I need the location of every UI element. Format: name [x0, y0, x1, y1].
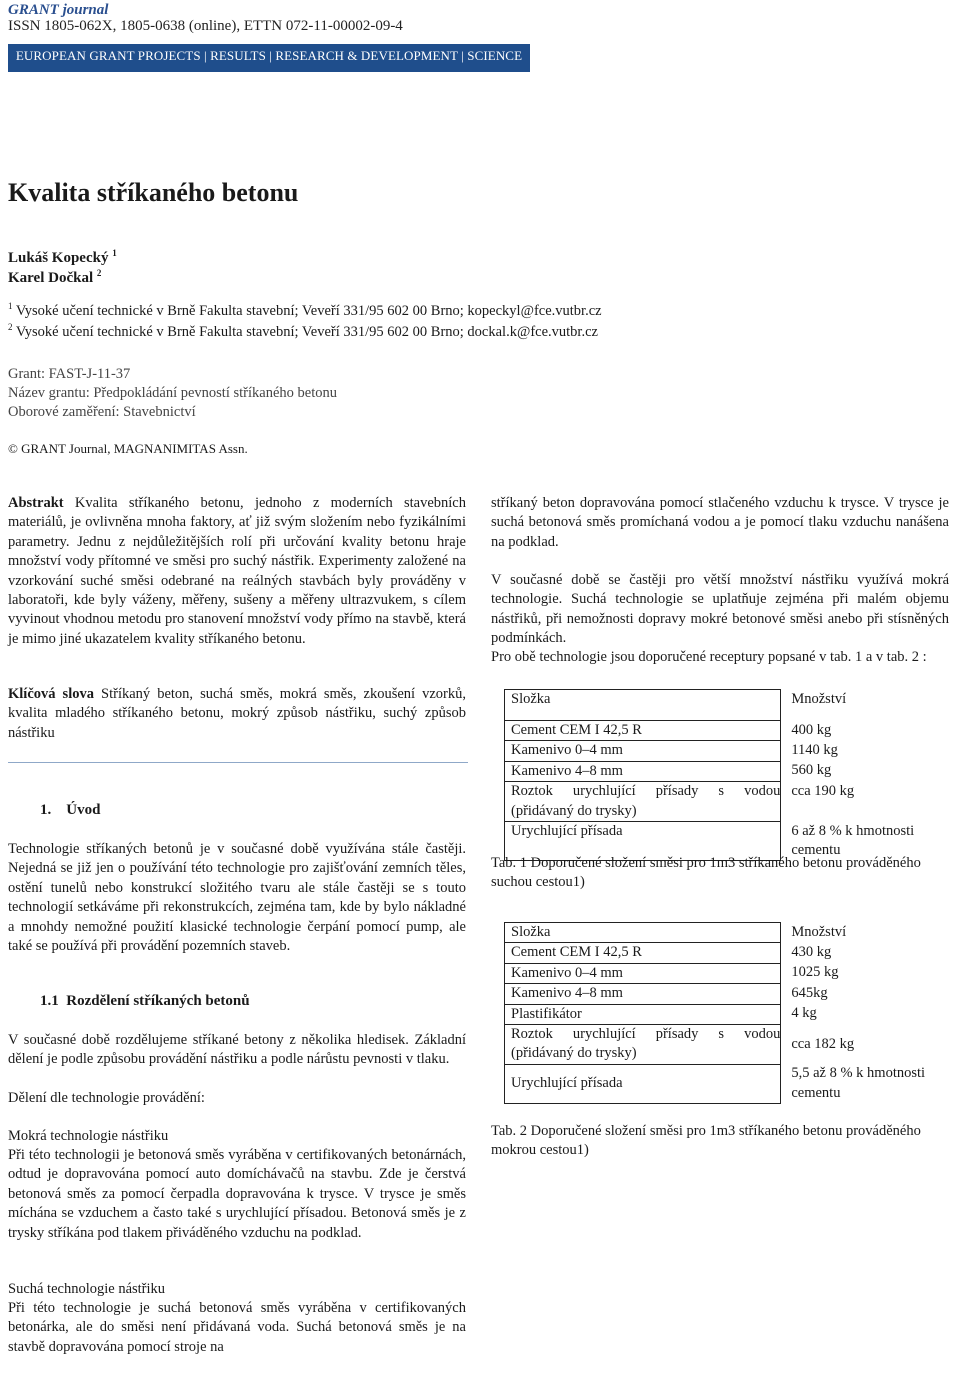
- table-cell: 4 kg: [791, 1005, 817, 1022]
- journal-issn: ISSN 1805-062X, 1805-0638 (online), ETTN 072-11-00002-09-4: [8, 18, 403, 34]
- table-row: [505, 761, 960, 781]
- recipe-table-wet: [504, 922, 960, 1104]
- dry-text: Při této technologie je suchá betonová směs vyráběna v certifikovaných betonárka, ale do směsi není přidávaná voda. Suchá betonová směs je na stavbě dopravována pomocí stroje na: [8, 1300, 466, 1355]
- section-heading-1-1: 1.1 Rozdělení stříkaných betonů: [40, 993, 250, 1009]
- affiliation-2: [8, 324, 598, 341]
- table-cell: 5,5 až 8 % k hmotnosti cementu: [791, 1065, 926, 1101]
- section-divider: [8, 762, 468, 763]
- table-row: [505, 984, 960, 1004]
- table-cell: Roztok urychlující přísady s vodou (přidávaný do trysky): [505, 782, 781, 822]
- grant-name: Název grantu: Předpokládání pevností stříkaného betonu: [8, 385, 337, 401]
- author-1: [8, 250, 117, 267]
- table-cell: Cement CEM I 42,5 R: [505, 943, 781, 963]
- copyright: © GRANT Journal, MAGNANIMITAS Assn.: [8, 441, 248, 456]
- table-header-row: [505, 923, 960, 943]
- table-cell: 560 kg: [791, 762, 832, 779]
- journal-banner-text: EUROPEAN GRANT PROJECTS | RESULTS | RESEARCH & DEVELOPMENT | SCIENCE: [15, 48, 523, 63]
- table-cell: Plastifikátor: [505, 1004, 781, 1024]
- table-row: [505, 782, 960, 822]
- table-cell: Cement CEM I 42,5 R: [505, 721, 781, 741]
- table-row: [505, 721, 960, 741]
- section-1-1-text: V současné době rozdělujeme stříkané betony z několika hledisek. Základní dělení je podle způsobu provádění nástřiku a podle nárůstu pevnosti v tlaku.: [8, 1032, 466, 1068]
- table-row: [505, 963, 960, 983]
- table-cell: Kamenivo 0–4 mm: [505, 741, 781, 761]
- table-cell: 645kg: [791, 984, 828, 1001]
- table-cell: Kamenivo 4–8 mm: [505, 984, 781, 1004]
- table-cell: 1025 kg: [791, 964, 839, 981]
- author-2: [8, 270, 101, 287]
- dry-heading: Suchá technologie nástřiku: [8, 1281, 166, 1297]
- division-label: Dělení dle technologie provádění:: [8, 1090, 205, 1106]
- table-cell: Kamenivo 0–4 mm: [505, 963, 781, 983]
- table-row: [505, 741, 960, 761]
- table-row: [505, 1004, 960, 1024]
- grant-number: Grant: FAST-J-11-37: [8, 366, 131, 382]
- grant-field: Oborové zaměření: Stavebnictví: [8, 404, 196, 420]
- table-header-cell: Složka: [505, 690, 781, 721]
- keywords-label: Klíčová slova: [8, 686, 94, 702]
- table-row: [505, 1025, 960, 1065]
- table-header-cell: Množství: [791, 690, 847, 707]
- section-1-text: Technologie stříkaných betonů je v současné době využívána stále častěji. Nejedná se již jen o používání této technologie pro zajišťování zemních těles, ostění tunelů nebo konstrukcí složitého tvaru ale stále častěji se s touto technologií setkáváme při rekonstrukcích, zejména tam, kde by bylo nákladné a mnohdy nemožné použití klasické technologie čerpání pomocí pump, ale také se používá při provádění pozemních staveb.: [8, 841, 466, 955]
- table-cell: cca 190 kg: [791, 782, 855, 799]
- table-cell: 6 až 8 % k hmotnosti cementu: [791, 822, 915, 858]
- affiliation-text: Vysoké učení technické v Brně Fakulta stavební; Veveří 331/95 602 00 Brno; kopeckyl@fce.vutbr.cz: [15, 303, 602, 319]
- affiliation-text: Vysoké učení technické v Brně Fakulta stavební; Veveří 331/95 602 00 Brno; dockal.k@fce.vutbr.cz: [15, 324, 598, 340]
- table-cell: cca 182 kg: [791, 1035, 855, 1052]
- author-name: Lukáš Kopecký: [8, 250, 109, 266]
- recipe-table-dry: [504, 689, 960, 861]
- table-2-caption: Tab. 2 Doporučené složení směsi pro 1m3 stříkaného betonu prováděného mokrou cestou1): [491, 1123, 921, 1159]
- table-cell: Urychlující přísada: [505, 822, 781, 861]
- table-cell: Urychlující přísada: [505, 1064, 781, 1103]
- keywords: [8, 685, 466, 743]
- table-cell: 430 kg: [791, 943, 832, 960]
- right-paragraph-1: stříkaný beton dopravována pomocí stlačeného vzduchu k trysce. V trysce je suchá betonová směs promíchaná vodou a je pomocí tlaku vzduchu nanášena na podklad.: [491, 495, 949, 550]
- section-heading-1: 1. Úvod: [40, 802, 101, 818]
- journal-name: GRANT journal: [8, 2, 109, 18]
- table-1-caption: Tab. 1 Doporučené složení směsi pro 1m3 stříkaného betonu prováděného suchou cestou1): [491, 855, 921, 891]
- affiliation-1: [8, 303, 602, 320]
- table-header-row: [505, 690, 960, 721]
- author-name: Karel Dočkal: [8, 270, 94, 286]
- table-row: [505, 943, 960, 963]
- table-header-cell: Složka: [505, 923, 781, 943]
- table-cell: 1140 kg: [791, 741, 838, 758]
- abstract-text: Kvalita stříkaného betonu, jednoho z moderních stavebních materiálů, je ovlivněna mnoha faktory, ať již svým složením nebo fyzikálními parametry. Jednu z nejdůležitějších rolí při určování kvality betonu hraje množství vody přítomné ve směsi pro suchý nástřik. Experimenty založené na vzorkování suché směsi odebrané na reálných stavbách byly prováděny v laboratoři, kde byly váženy, měřeny, sušeny a měřeny ultrazvukem, s cílem vyvinout vhodnou metodu pro stanovení množství vody přímo na stavbě, která je mimo jiné ukazatelem kvality stříkaného betonu.: [8, 495, 466, 647]
- right-paragraph-3: Pro obě technologie jsou doporučené receptury popsané v tab. 1 a v tab. 2 :: [491, 649, 927, 665]
- paper-title: Kvalita stříkaného betonu: [8, 178, 299, 207]
- wet-heading: Mokrá technologie nástřiku: [8, 1128, 169, 1144]
- keywords-text: Stříkaný beton, suchá směs, mokrá směs, zkoušení vzorků, kvalita mladého stříkaného betonu, mokrý způsob nástřiku, suchý způsob nástřiku: [8, 686, 467, 741]
- author-mark: 2: [96, 268, 102, 278]
- wet-text: Při této technologii je betonová směs vyráběna v certifikovaných betonárnách, odtud je dopravována pomocí auto domíchávačů na stavbu. Zde je čerstvá betonová směs za pomocí čerpadla dopravována k trysce. V trysce je směs míchána se vzduchem a často také s urychlující přísadou. Betonová směs je z trysky stříkána pod tlakem přiváděného vzduchu na podklad.: [8, 1147, 466, 1241]
- right-paragraph-2: V současné době se častěji pro větší množství nástřiku využívá mokrá technologie. Suchá technologie se uplatňuje zejména při malém objemu nástřiků, při nemožnosti dopravy mokré betonové směsi anebo při stísněných podmínkách.: [491, 572, 949, 647]
- table-header-cell: Množství: [791, 923, 847, 940]
- affiliation-mark: 1: [8, 301, 13, 312]
- abstract: [8, 494, 466, 649]
- table-row: [505, 1064, 960, 1103]
- table-cell: Roztok urychlující přísady s vodou (přidávaný do trysky): [505, 1025, 781, 1065]
- affiliation-mark: 2: [8, 322, 13, 333]
- table-cell: 400 kg: [791, 721, 832, 738]
- author-mark: 1: [112, 248, 117, 258]
- abstract-label: Abstrakt: [8, 495, 64, 511]
- table-cell: Kamenivo 4–8 mm: [505, 761, 781, 781]
